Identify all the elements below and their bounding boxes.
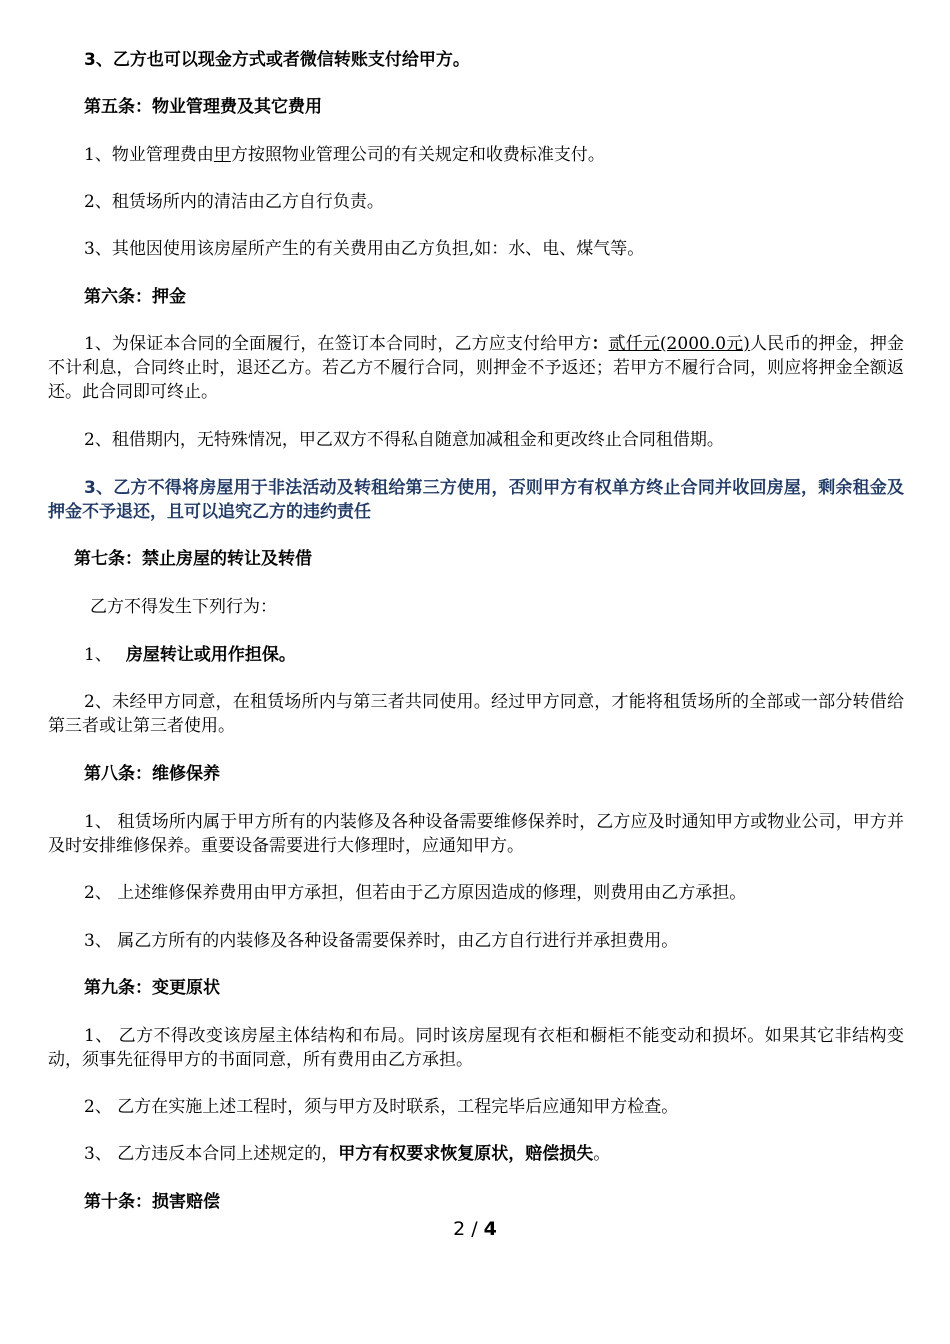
clause-7-intro: 乙方不得发生下列行为： — [90, 597, 277, 617]
page-total: 4 — [483, 1218, 497, 1240]
page-current: 2 — [453, 1218, 466, 1240]
section-8-heading: 第八条：维修保养 — [84, 764, 220, 784]
clause-6-item-1: 1、为保证本合同的全面履行，在签订本合同时，乙方应支付给甲方：贰仟元(2000.0元)人民币的押金，押金不计利息，合同终止时，退还乙方。若乙方不履行合同，则押金不予返还；若甲方不履行合同，则应将押金全额返还。此合同即可终止。 — [48, 334, 905, 402]
section-9-heading: 第九条：变更原状 — [84, 978, 220, 998]
section-10-heading: 第十条：损害赔偿 — [84, 1192, 220, 1212]
clause-8-item-3: 3、 属乙方所有的内装修及各种设备需要保养时，由乙方自行进行并承担费用。 — [84, 931, 679, 951]
clause-8-item-1: 1、 租赁场所内属于甲方所有的内装修及各种设备需要维修保养时，乙方应及时通知甲方或物业公司，甲方并及时安排维修保养。重要设备需要进行大修理时，应通知甲方。 — [48, 812, 904, 856]
section-7-heading: 第七条：禁止房屋的转让及转借 — [74, 549, 312, 569]
clause-6-item-2: 2、租借期内，无特殊情况，甲乙双方不得私自随意加减租金和更改终止合同租借期。 — [84, 430, 724, 450]
deposit-amount: 贰仟元(2000.0元) — [608, 334, 750, 354]
clause-5-item-3: 3、其他因使用该房屋所产生的有关费用由乙方负担,如：水、电、煤气等。 — [84, 239, 645, 259]
clause-7-item-2: 2、未经甲方同意，在租赁场所内与第三者共同使用。经过甲方同意，才能将租赁场所的全部或一部分转借给第三者或让第三者使用。 — [48, 692, 904, 736]
clause-7-item-1: 1、 房屋转让或用作担保。 — [84, 645, 296, 665]
clause-8-item-2: 2、 上述维修保养费用由甲方承担，但若由于乙方原因造成的修理，则费用由乙方承担。 — [84, 883, 747, 903]
clause-6-item-3: 3、乙方不得将房屋用于非法活动及转租给第三方使用，否则甲方有权单方终止合同并收回房屋，剩余租金及押金不予退还，且可以追究乙方的违约责任 — [48, 478, 904, 522]
clause-9-item-3: 3、 乙方违反本合同上述规定的，甲方有权要求恢复原状，赔偿损失。 — [84, 1144, 611, 1164]
clause-9-item-1: 1、 乙方不得改变该房屋主体结构和布局。同时该房屋现有衣柜和橱柜不能变动和损坏。如果其它非结构变动，须事先征得甲方的书面同意，所有费用由乙方承担。 — [48, 1026, 904, 1070]
clause-5-item-2: 2、租赁场所内的清洁由乙方自行负责。 — [84, 192, 384, 212]
clause-4-item-3: 3、乙方也可以现金方式或者微信转账支付给甲方。 — [84, 50, 470, 70]
page-number — [0, 1218, 950, 1240]
clause-9-item-2: 2、 乙方在实施上述工程时，须与甲方及时联系，工程完毕后应通知甲方检查。 — [84, 1097, 679, 1117]
section-5-heading: 第五条：物业管理费及其它费用 — [84, 97, 322, 117]
page-separator: / — [465, 1218, 484, 1240]
clause-5-item-1: 1、物业管理费由甲方按照物业管理公司的有关规定和收费标准支付。 — [84, 145, 605, 165]
section-6-heading: 第六条：押金 — [84, 287, 186, 307]
